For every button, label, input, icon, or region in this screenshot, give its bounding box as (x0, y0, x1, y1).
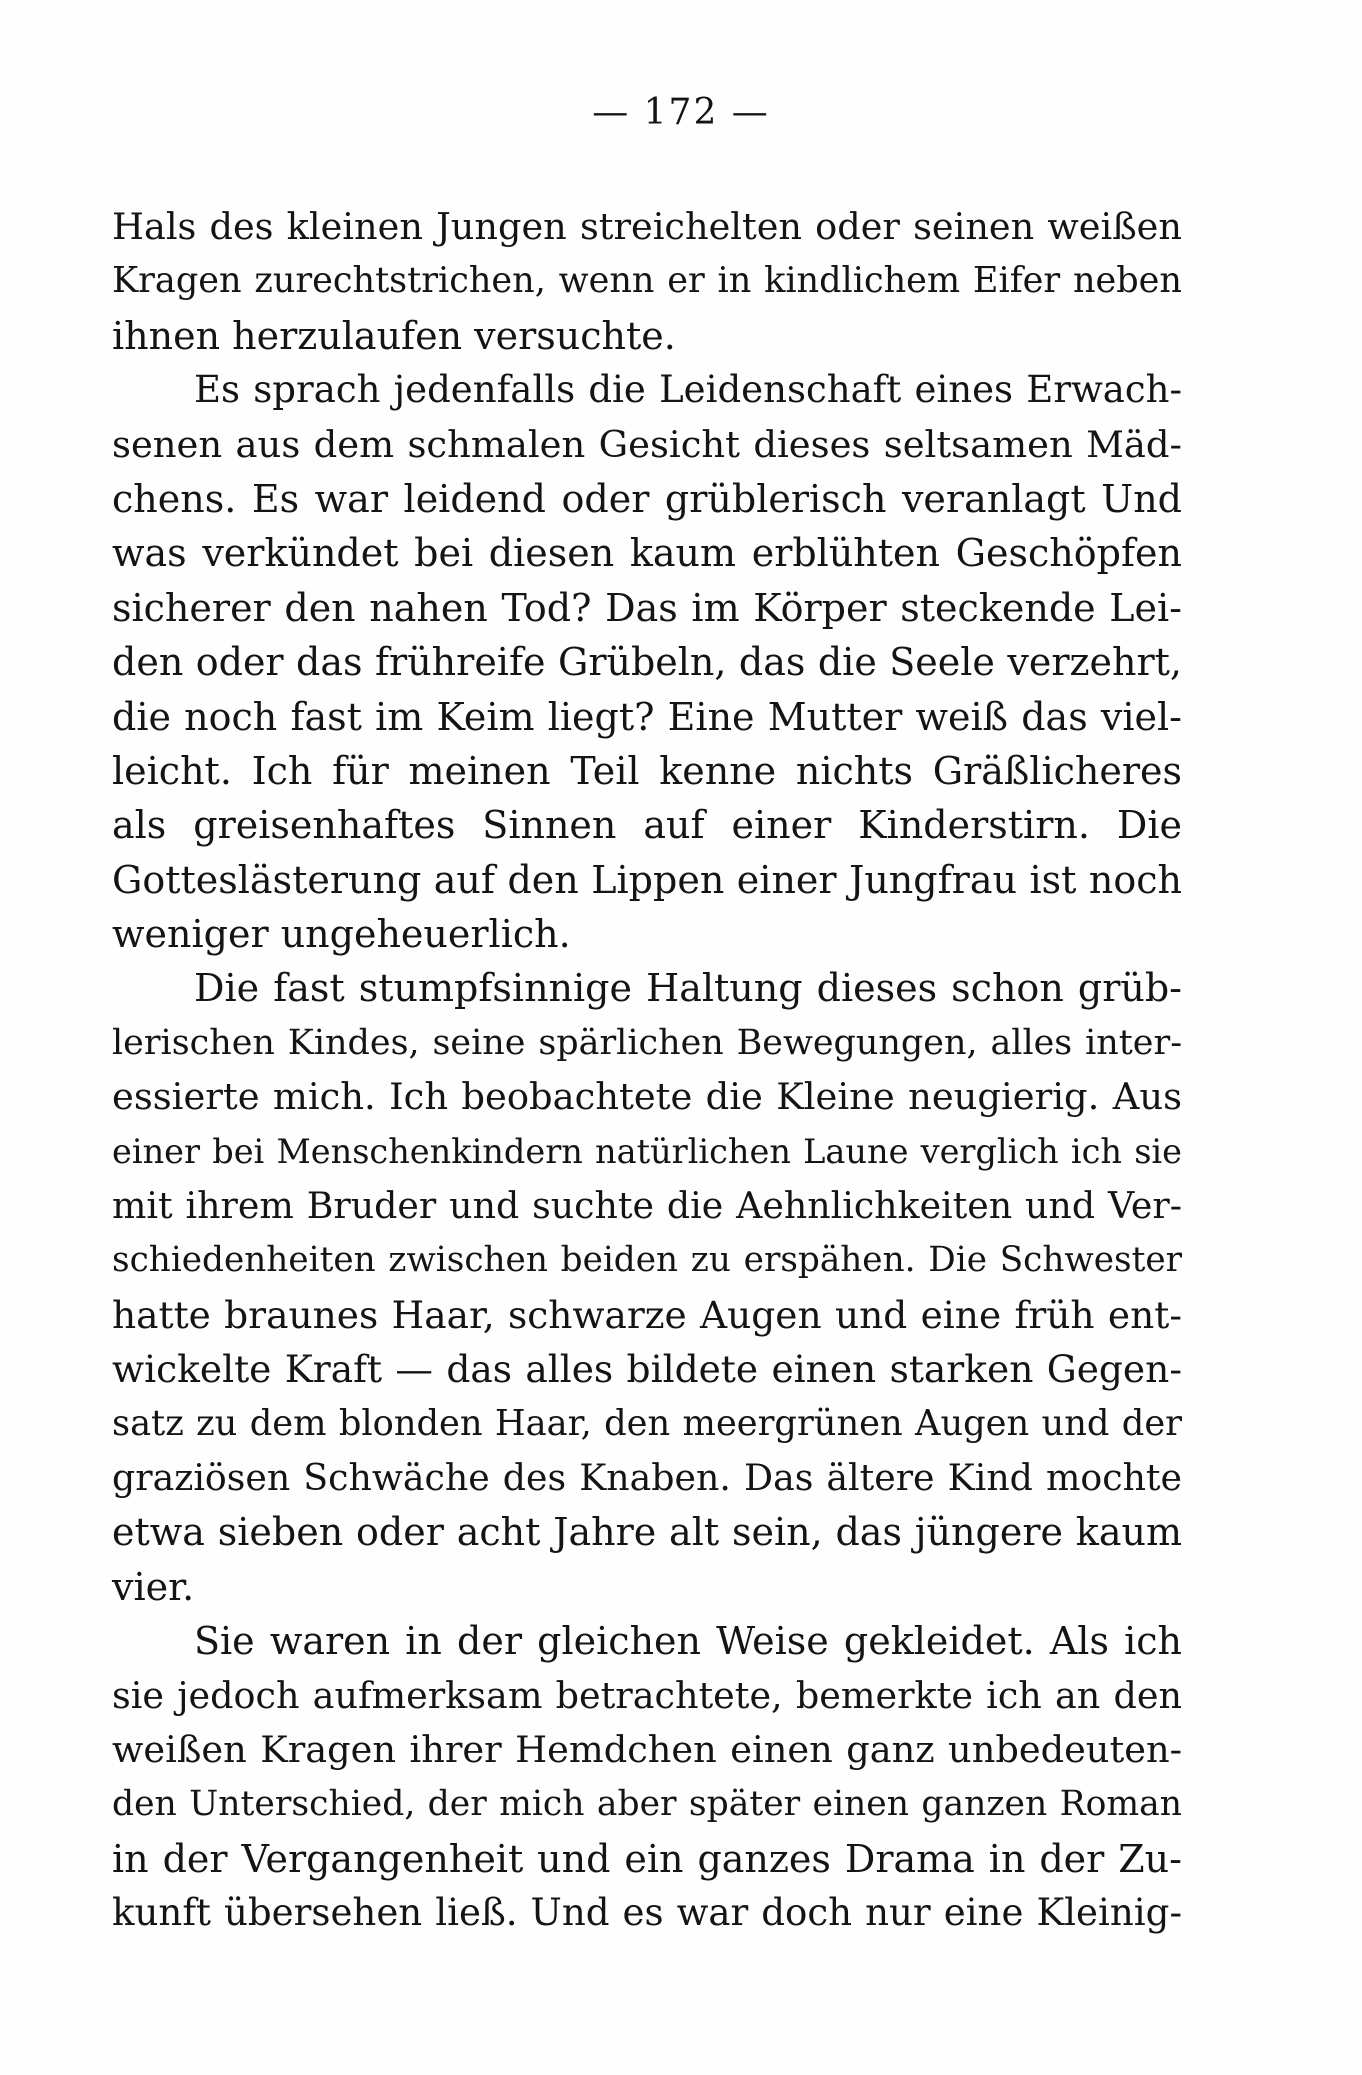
text-line: was verkündet bei diesen kaum erblühten Geschöpfen (112, 531, 1182, 576)
text-line: sicherer den nahen Tod? Das im Körper steckende Lei- (112, 585, 1182, 630)
paragraph (112, 1614, 1182, 1940)
text-line: einer bei Menschenkindern natürlichen Laune verglich ich sie (112, 1131, 1182, 1171)
text-line: graziösen Schwäche des Knaben. Das ältere Kind mochte (112, 1455, 1182, 1499)
text-line: weißen Kragen ihrer Hemdchen einen ganz unbedeuten- (112, 1727, 1182, 1771)
text-line: den oder das frühreife Grübeln, das die Seele verzehrt, (112, 640, 1182, 685)
text-line: als greisenhaftes Sinnen auf einer Kinderstirn. Die (112, 803, 1182, 848)
text-line: Sie waren in der gleichen Weise gekleidet. Als ich (194, 1619, 1182, 1664)
text-line: Hals des kleinen Jungen streichelten oder seinen weißen (112, 205, 1182, 248)
text-line: ihnen herzulaufen versuchte. (112, 313, 676, 358)
text-line: kunft übersehen ließ. Und es war doch nur eine Kleinig- (112, 1891, 1182, 1935)
text-line: wickelte Kraft — das alles bildete einen starken Gegen- (112, 1347, 1182, 1392)
text-line: essierte mich. Ich beobachtete die Kleine neugierig. Aus (112, 1075, 1182, 1119)
text-line: weniger ungeheuerlich. (112, 912, 571, 957)
text-line: den Unterschied, der mich aber später einen ganzen Roman (112, 1784, 1182, 1825)
text-line: leicht. Ich für meinen Teil kenne nichts Gräßlicheres (112, 748, 1182, 793)
text-line: lerischen Kindes, seine spärlichen Bewegungen, alles inter- (112, 1022, 1182, 1063)
text-line: Gotteslästerung auf den Lippen einer Jungfrau ist noch (112, 857, 1182, 902)
paragraph (112, 200, 1182, 363)
text-line: senen aus dem schmalen Gesicht dieses seltsamen Mäd- (112, 422, 1182, 466)
body-text (112, 200, 1182, 1941)
text-line: die noch fast im Keim liegt? Eine Mutter weiß das viel- (112, 694, 1182, 739)
text-line: etwa sieben oder acht Jahre alt sein, das jüngere kaum (112, 1510, 1182, 1555)
paragraph (112, 363, 1182, 961)
paragraph (112, 961, 1182, 1614)
text-line: satz zu dem blonden Haar, den meergrünen Augen und der (112, 1402, 1182, 1444)
text-line: chens. Es war leidend oder grüblerisch veranlagt Und (112, 476, 1182, 521)
text-line: sie jedoch aufmerksam betrachtete, bemerkte ich an den (112, 1673, 1182, 1717)
text-line: vier. (112, 1564, 195, 1609)
page-number: — 172 — (592, 92, 770, 133)
text-line: hatte braunes Haar, schwarze Augen und eine früh ent- (112, 1292, 1182, 1337)
text-line: Die fast stumpfsinnige Haltung dieses schon grüb- (194, 966, 1182, 1011)
text-line: Es sprach jedenfalls die Leidenschaft eines Erwach- (194, 368, 1182, 412)
text-line: Kragen zurechtstrichen, wenn er in kindlichem Eifer neben (112, 260, 1182, 302)
text-line: mit ihrem Bruder und suchte die Aehnlichkeiten und Ver- (112, 1184, 1182, 1228)
text-line: schiedenheiten zwischen beiden zu erspähen. Die Schwester (112, 1240, 1182, 1281)
text-line: in der Vergangenheit und ein ganzes Drama in der Zu- (112, 1836, 1182, 1881)
